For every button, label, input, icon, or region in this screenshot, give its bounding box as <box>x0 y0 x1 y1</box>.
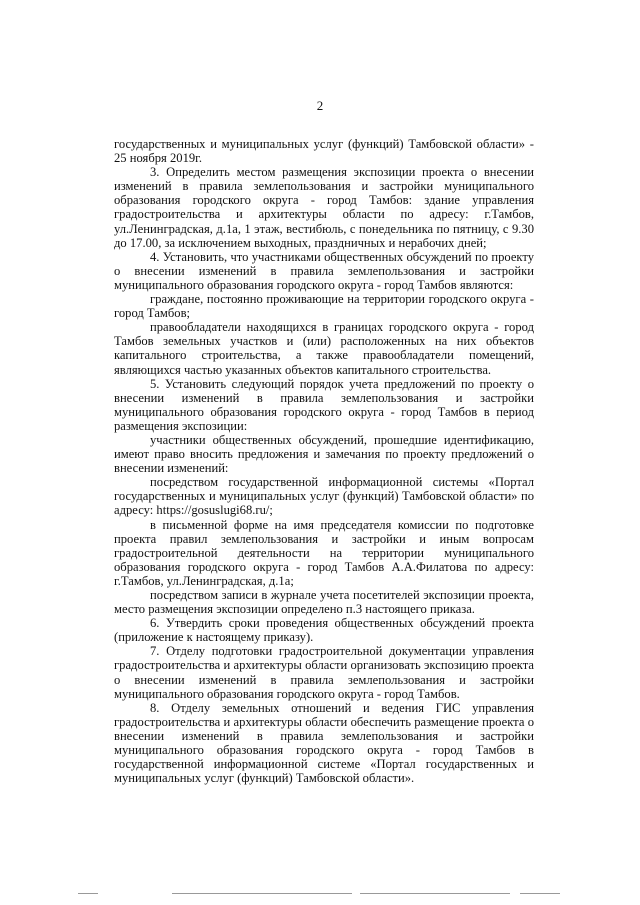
document-body <box>114 137 534 785</box>
paragraph-item-3: 3. Определить местом размещения экспозиции проекта о внесении изменений в правила землепользования и застройки муниципального образования городского округа - город Тамбов: здание управления градостроительства и архитектуры области по адресу: г.Тамбов, ул.Ленинградская, д.1а, 1 этаж, вестибюль, с понедельника по пятницу, с 9.30 до 17.00, за исключением выходных, праздничных и нерабочих дней; <box>114 165 534 250</box>
paragraph-item-8: 8. Отделу земельных отношений и ведения ГИС управления градостроительства и архитектуры области обеспечить размещение проекта о внесении изменений в правила землепользования и застройки муниципального образования городского округа - город Тамбов в государственной информационной системе «Портал государственных и муниципальных услуг (функций) Тамбовской области». <box>114 700 534 786</box>
paragraph-item-6: 6. Утвердить сроки проведения общественных обсуждений проекта (приложение к настоящему приказу). <box>114 616 534 645</box>
scan-artifact-line <box>360 893 510 894</box>
paragraph-citizens: граждане, постоянно проживающие на территории городского округа - город Тамбов; <box>114 292 534 321</box>
scan-artifact-line <box>172 893 352 894</box>
scan-artifact-line <box>520 893 560 894</box>
paragraph-journal: посредством записи в журнале учета посетителей экспозиции проекта, место размещения экспозиции определено п.3 настоящего приказа. <box>114 588 534 617</box>
paragraph-rightholders: правообладатели находящихся в границах городского округа - город Тамбов земельных участков и (или) расположенных на них объектов капитального строительства, а также правообладатели помещений, являющихся частью указанных объектов капитального строительства. <box>114 320 534 377</box>
paragraph-written-form: в письменной форме на имя председателя комиссии по подготовке проекта правил землепользования и застройки и иным вопросам градостроительной деятельности на территории муниципального образования городского округа - город Тамбов А.А.Филатова по адресу: г.Тамбов, ул.Ленинградская, д.1а; <box>114 517 534 588</box>
page-number: 2 <box>316 98 324 113</box>
scan-artifact-line <box>78 893 98 894</box>
paragraph-item-4: 4. Установить, что участниками общественных обсуждений по проекту о внесении изменений в правила землепользования и застройки муниципального образования городского округа - город Тамбов являются: <box>114 249 534 292</box>
paragraph-item-7: 7. Отделу подготовки градостроительной документации управления градостроительства и архитектуры области организовать экспозицию проекта о внесении изменений в правила землепользования и застройки муниципального образования городского округа - город Тамбов. <box>114 644 534 701</box>
paragraph-continuation: государственных и муниципальных услуг (функций) Тамбовской области» - 25 ноября 2019г. <box>114 137 534 166</box>
paragraph-item-5: 5. Установить следующий порядок учета предложений по проекту о внесении изменений в правила землепользования и застройки муниципального образования городского округа - город Тамбов в период размещения экспозиции: <box>114 376 534 433</box>
paragraph-portal: посредством государственной информационной системы «Портал государственных и муниципальных услуг (функций) Тамбовской области» по адресу: https://gosuslugi68.ru/; <box>114 475 534 518</box>
paragraph-participants: участники общественных обсуждений, прошедшие идентификацию, имеют право вносить предложения и замечания по проекту предложений о внесении изменений: <box>114 432 534 476</box>
